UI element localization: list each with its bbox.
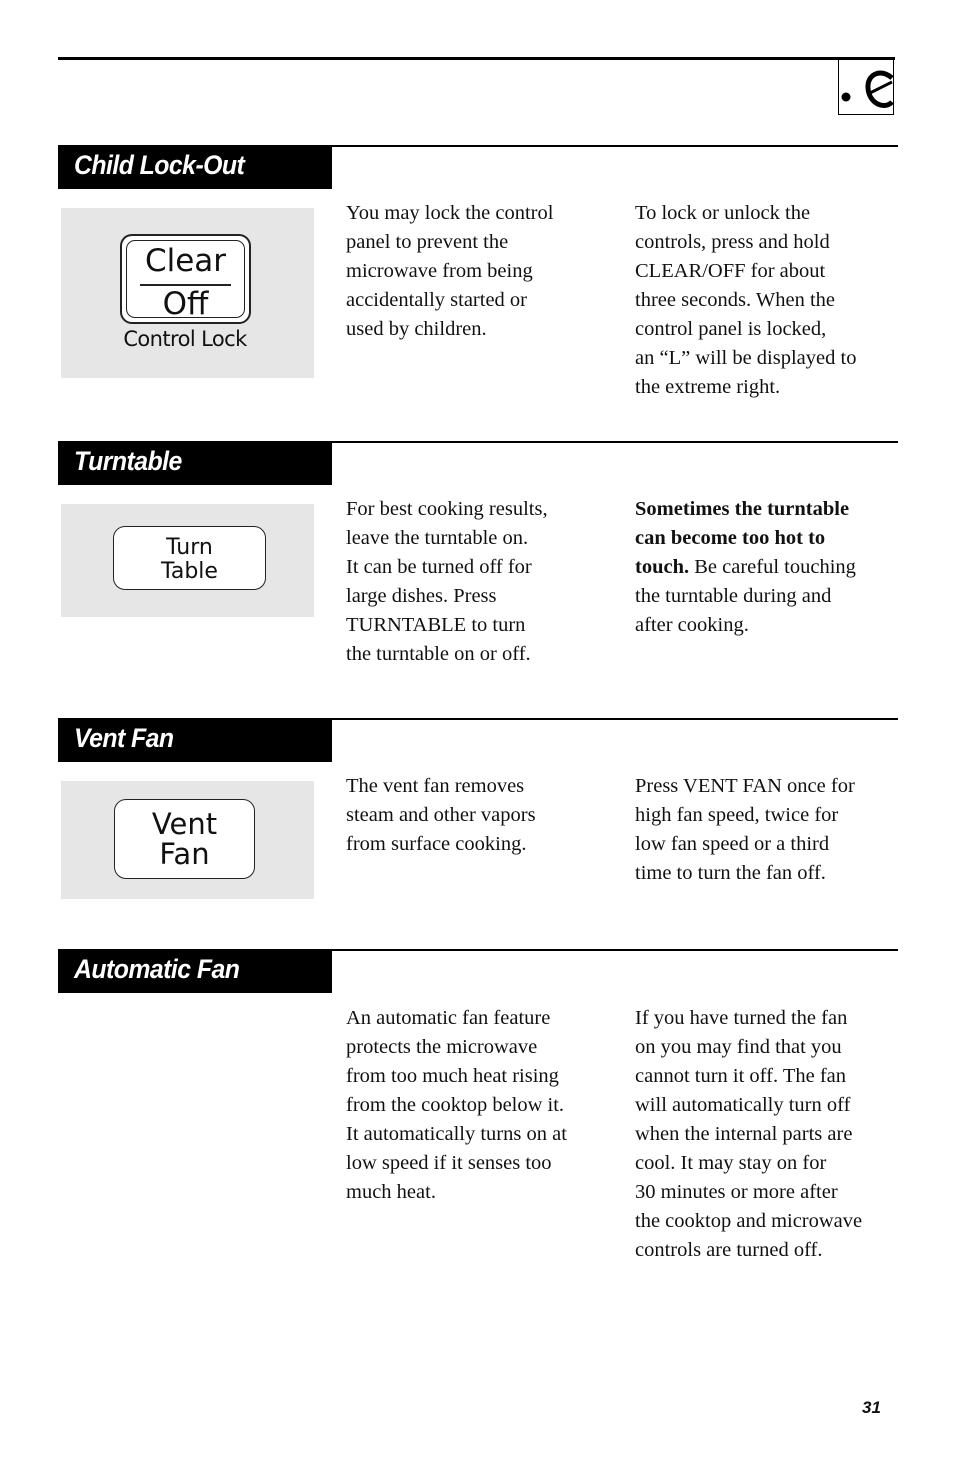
text-line: large dishes. Press [346,585,497,607]
vent-fan-right-text [635,772,855,888]
text-line: time to turn the fan off. [635,862,826,884]
turn-label: Turn [166,535,213,560]
text-line: used by children. [346,318,487,340]
text-line: microwave from being [346,260,533,282]
turntable-panel [61,504,314,617]
text-line: accidentally started or [346,289,527,311]
warning-text: Sometimes the turntable [635,498,850,520]
text-line: controls are turned off. [635,1239,823,1261]
control-lock-label: Control Lock [123,327,247,351]
section-rule [331,441,898,443]
text-line: low speed if it senses too [346,1152,552,1174]
text-line: protects the microwave [346,1036,538,1058]
automatic-fan-left-text [346,1004,567,1207]
text-line: low fan speed or a third [635,833,830,855]
turntable-button[interactable] [113,526,266,590]
text-line: the turntable during and [635,585,832,607]
turntable-right-text [635,495,856,640]
child-lock-right-text [635,199,856,402]
clear-off-button-inner [126,240,245,322]
section-header-automatic-fan [58,949,332,993]
child-lock-left-text [346,199,553,344]
fan-label: Fan [159,837,210,871]
section-header-vent-fan [58,718,332,762]
vent-fan-panel [61,781,314,899]
text-line: controls, press and hold [635,231,830,253]
section-title: Vent Fan [74,723,174,753]
clear-label: Clear [144,243,227,279]
table-label: Table [161,559,218,584]
section-rule [331,718,898,720]
turntable-left-text [346,495,548,669]
page-number: 31 [862,1398,881,1417]
warning-text: can become too hot to [635,527,826,549]
text-line: CLEAR/OFF for about [635,260,826,282]
text-line: when the internal parts are [635,1123,853,1145]
vent-label: Vent [151,807,218,841]
text-line: To lock or unlock the [635,202,811,224]
text-line: panel to prevent the [346,231,509,253]
text-line: high fan speed, twice for [635,804,839,826]
automatic-fan-right-text [635,1004,862,1265]
top-rule [58,57,895,60]
text-line: much heat. [346,1181,436,1203]
section-title: Child Lock-Out [74,150,245,180]
text-line: from too much heat rising [346,1065,559,1087]
text-line: on you may find that you [635,1036,842,1058]
text-line: The vent fan removes [346,775,525,797]
section-title: Turntable [74,446,182,476]
vent-fan-left-text [346,772,536,859]
section-header-turntable [58,441,332,485]
text-line: the cooktop and microwave [635,1210,863,1232]
text-line: three seconds. When the [635,289,835,311]
text-line: An automatic fan feature [346,1007,551,1029]
text-line: cool. It may stay on for [635,1152,827,1174]
section-header-child-lock-out [58,145,332,189]
text-line: control panel is locked, [635,318,827,340]
text-line: leave the turntable on. [346,527,529,549]
text-line: If you have turned the fan [635,1007,848,1029]
section-rule [331,145,898,147]
off-label: Off [162,286,209,322]
ge-logo-icon [838,60,894,115]
text-line: cannot turn it off. The fan [635,1065,847,1087]
clear-off-panel [61,208,314,378]
text-line: from the cooktop below it. [346,1094,565,1116]
text-line: an “L” will be displayed to [635,347,857,369]
text-line: the extreme right. [635,376,781,398]
text-line: 30 minutes or more after [635,1181,838,1203]
text-line: from surface cooking. [346,833,527,855]
text-line: For best cooking results, [346,498,548,520]
text-line: the turntable on or off. [346,643,531,665]
text-line: Press VENT FAN once for [635,775,855,797]
text-line: You may lock the control [346,202,554,224]
vent-fan-button[interactable] [114,799,255,879]
section-rule [331,949,898,951]
section-title: Automatic Fan [74,954,240,984]
text-line: after cooking. [635,614,749,636]
warning-text: touch. [635,556,690,578]
text-line: Be careful touching [689,556,856,578]
text-line: will automatically turn off [635,1094,851,1116]
text-line: It can be turned off for [346,556,532,578]
text-line: steam and other vapors [346,804,536,826]
clear-off-button[interactable] [120,234,251,324]
text-line: TURNTABLE to turn [346,614,526,636]
text-line: It automatically turns on at [346,1123,567,1145]
